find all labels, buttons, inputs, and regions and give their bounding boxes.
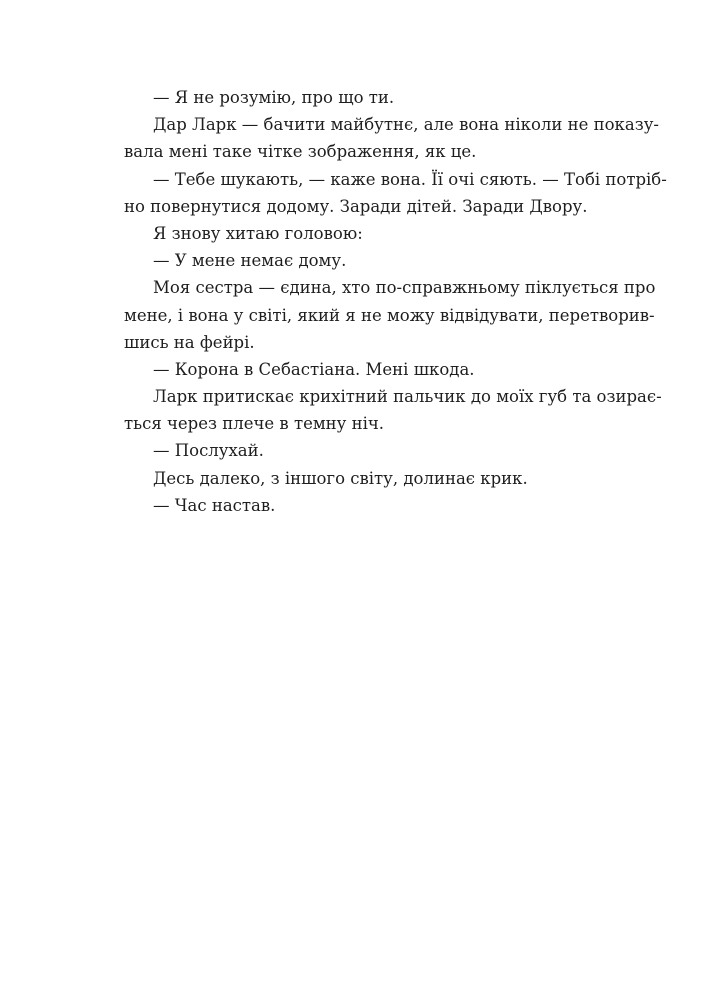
text-line: — Тебе шукають, — каже вона. Її очі сяють. — Тобі потріб- [153, 169, 667, 189]
text-line: Десь далеко, з іншого світу, долинає крик. [153, 468, 528, 488]
text-line: — Послухай. [153, 441, 264, 461]
text-line: — У мене немає дому. [153, 251, 347, 271]
text-line: — Корона в Себастіана. Мені шкода. [153, 359, 475, 379]
text-line: шись на фейрі. [124, 332, 255, 352]
text-line: — Час настав. [153, 495, 276, 515]
text-line: но повернутися додому. Заради дітей. Заради Двору. [124, 196, 588, 216]
text-line: Моя сестра — єдина, хто по-справжньому піклується про [153, 278, 656, 298]
text-line: вала мені таке чітке зображення, як це. [124, 142, 477, 162]
text-line: мене, і вона у світі, який я не можу відвідувати, перетворив- [124, 305, 655, 325]
text-line: — Я не розумію, про що ти. [153, 88, 395, 107]
text-line: Дар Ларк — бачити майбутнє, але вона ніколи не показу- [153, 115, 659, 135]
body-text [124, 84, 667, 519]
text-line: Я знову хитаю головою: [153, 223, 363, 243]
text-line: Ларк притискає крихітний пальчик до моїх губ та озирає- [153, 387, 662, 407]
text-line: ться через плече в темну ніч. [124, 414, 385, 434]
